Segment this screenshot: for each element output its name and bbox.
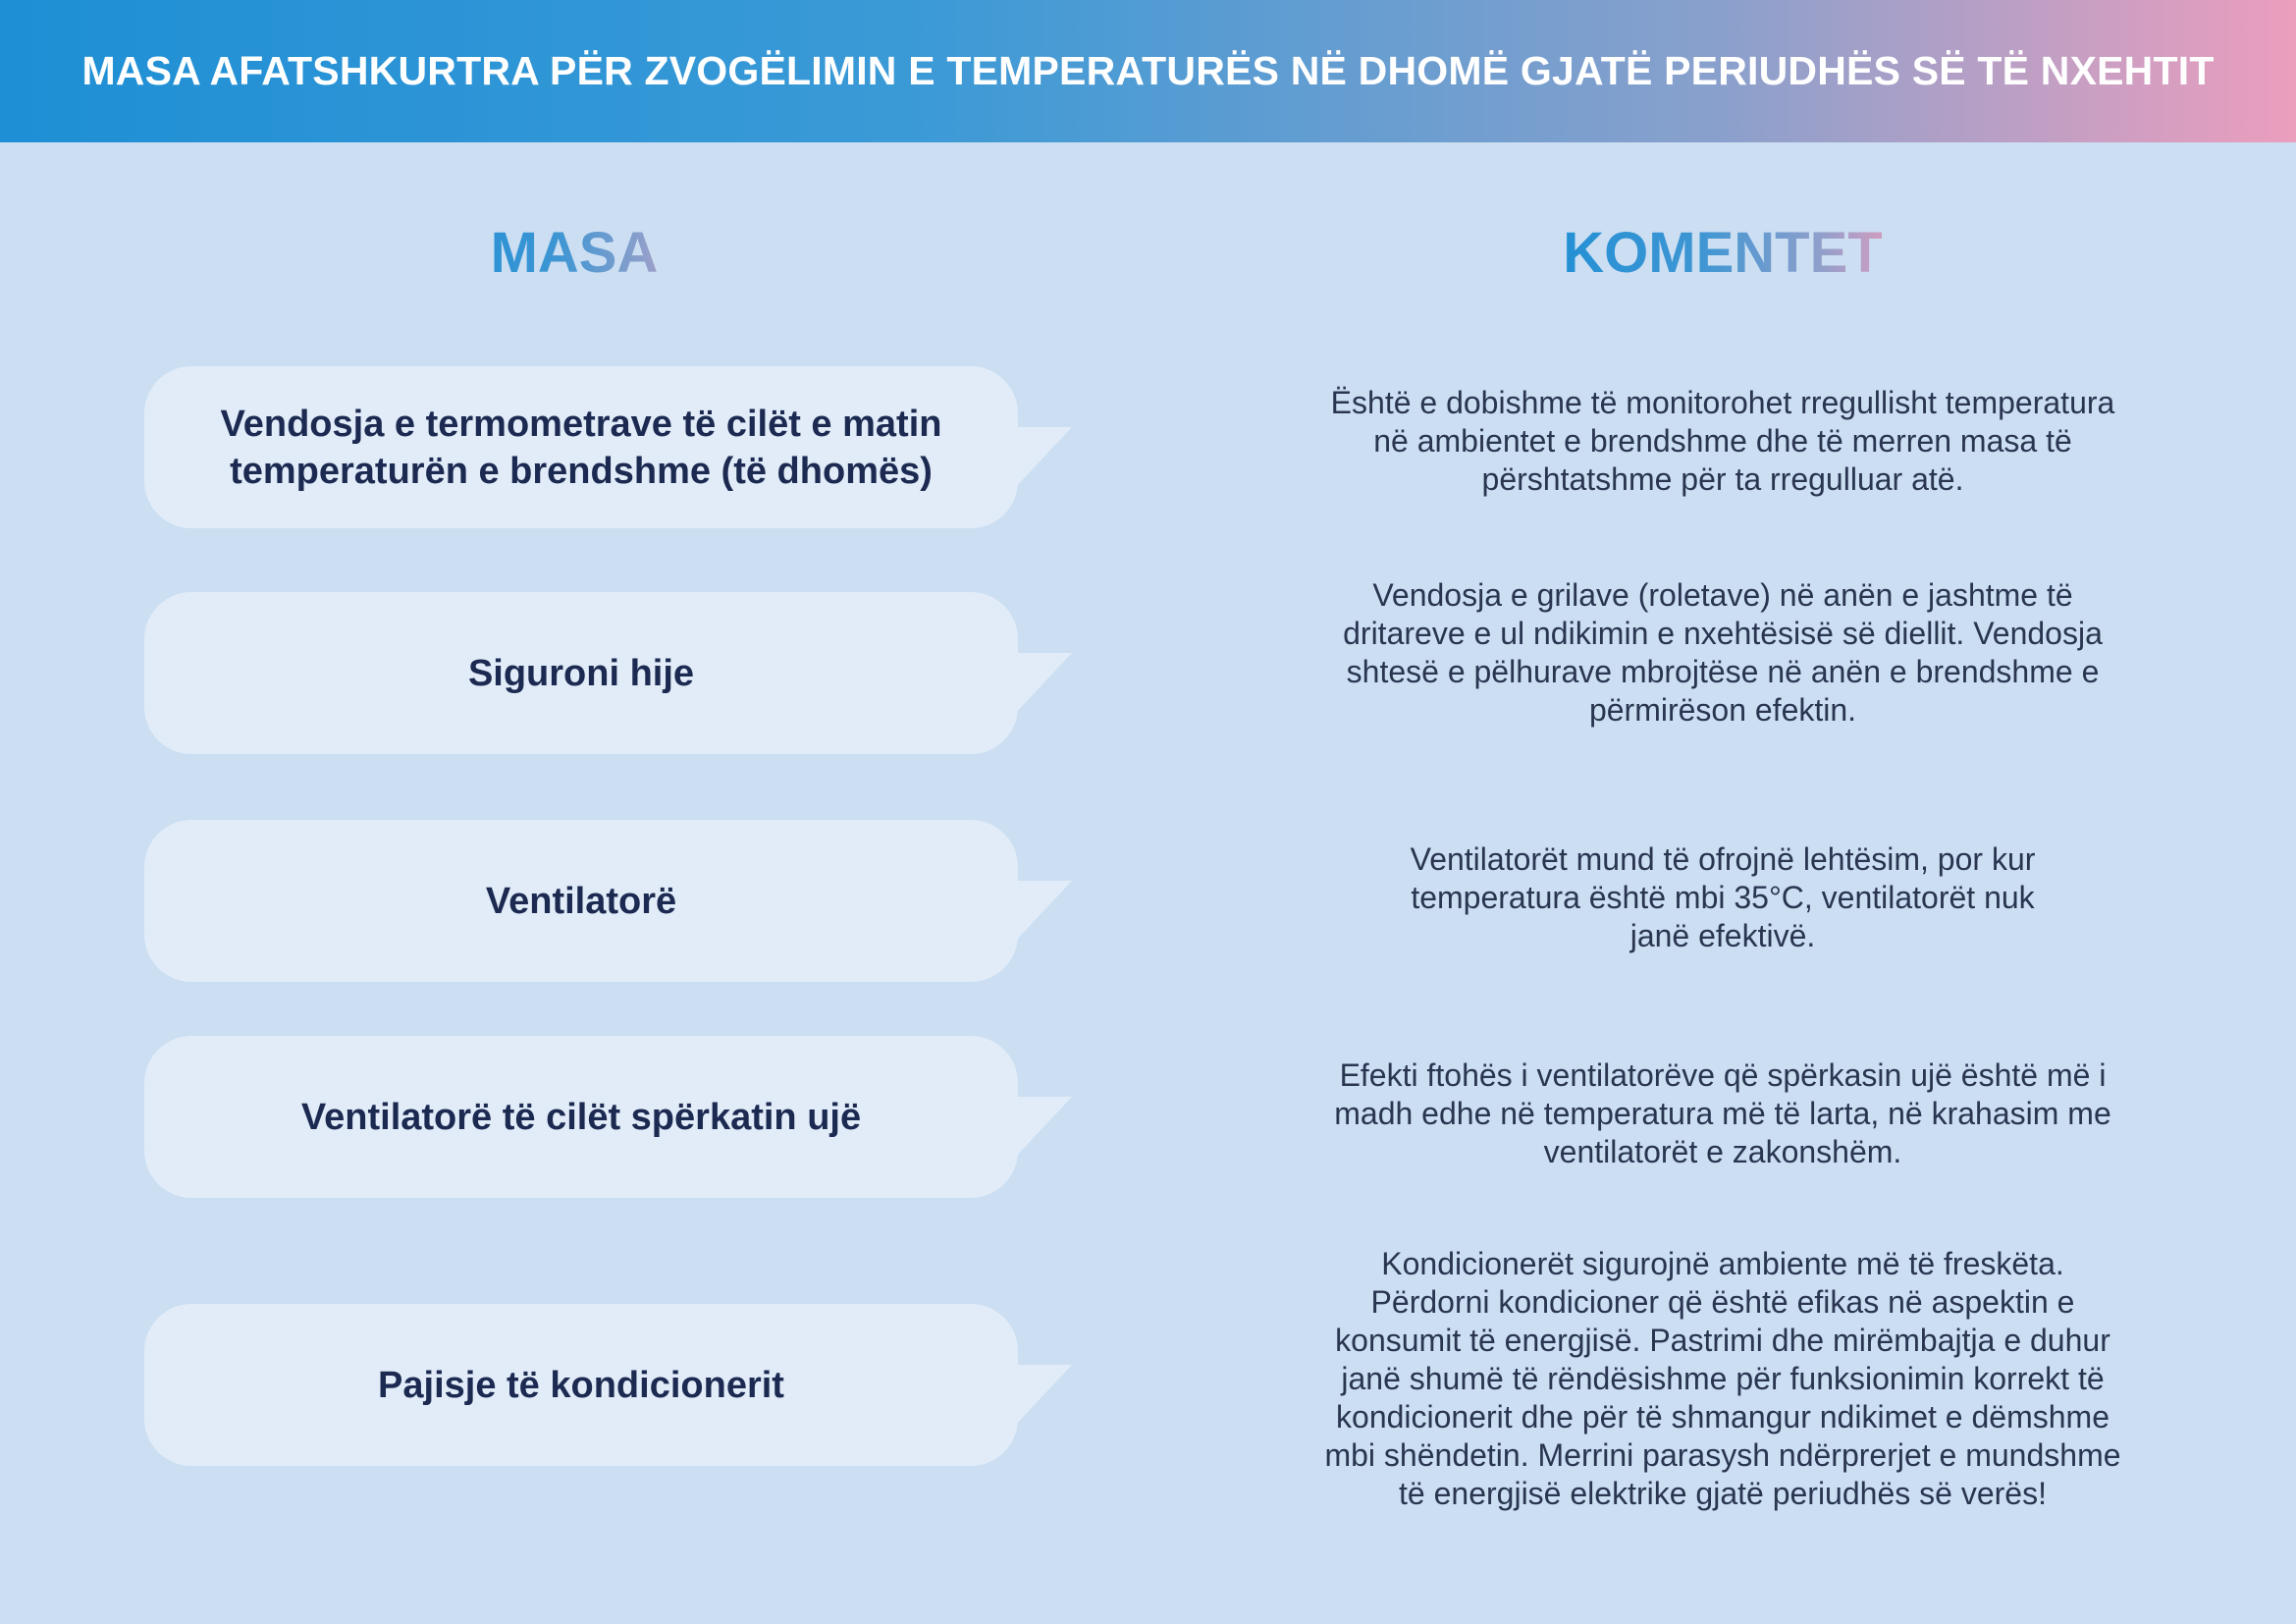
measure-bubble [144,1304,1018,1466]
page-header [0,0,2296,142]
comment-text: Kondicionerët sigurojnë ambiente më të freskëta. Përdorni kondicioner që është efikas në aspektin e konsumit të energjisë. Pastrimi dhe mirëmbajtja e duhur janë shumë të rëndësishme për funksionimin korrekt të kondicionerit dhe për të shmangur ndikimet e dëmshme mbi shëndetin. Merrini parasysh ndërprerjet e mundshme të energjisë elektrike gjatë periudhës së verës! [1324,1246,2121,1511]
page-title: MASA AFATSHKURTRA PËR ZVOGËLIMIN E TEMPERATURËS NË DHOMË GJATË PERIUDHËS SË TË NXEHTIT [81,48,2215,93]
comment-text: Vendosja e grilave (roletave) në anën e jashtme të dritareve e ul ndikimin e nxehtësisë së diellit. Vendosja shtesë e pëlhurave mbrojtëse në anën e brendshme e përmirëson efektin. [1343,577,2103,728]
measure-text: Vendosja e termometrave të cilët e matin temperaturën e brendshme (të dhomës) [220,403,942,492]
measure-text: Pajisje të kondicionerit [378,1364,784,1406]
measure-bubble [144,366,1018,528]
comment-text: Është e dobishme të monitorohet rregullisht temperatura në ambientet e brendshme dhe të merren masa të përshtatshme për ta rregulluar atë. [1330,385,2115,497]
measure-bubble [144,592,1018,754]
column-heading-measures: MASA [432,214,717,293]
column-heading-comments: KOMENTET [1531,214,1914,293]
measure-bubble [144,1036,1018,1198]
measure-text: Ventilatorë [485,880,677,922]
measure-bubble [144,820,1018,982]
comment-text: Ventilatorët mund të ofrojnë lehtësim, por kur temperatura është mbi 35°C, ventilatorët nuk janë efektivë. [1410,841,2036,953]
measure-text: Ventilatorë të cilët spërkatin ujë [300,1096,862,1138]
measure-text: Siguroni hije [467,652,695,694]
comment-text: Efekti ftohës i ventilatorëve që spërkasin ujë është më i madh edhe në temperatura më të larta, në krahasim me ventilatorët e zakonshëm. [1334,1057,2111,1169]
